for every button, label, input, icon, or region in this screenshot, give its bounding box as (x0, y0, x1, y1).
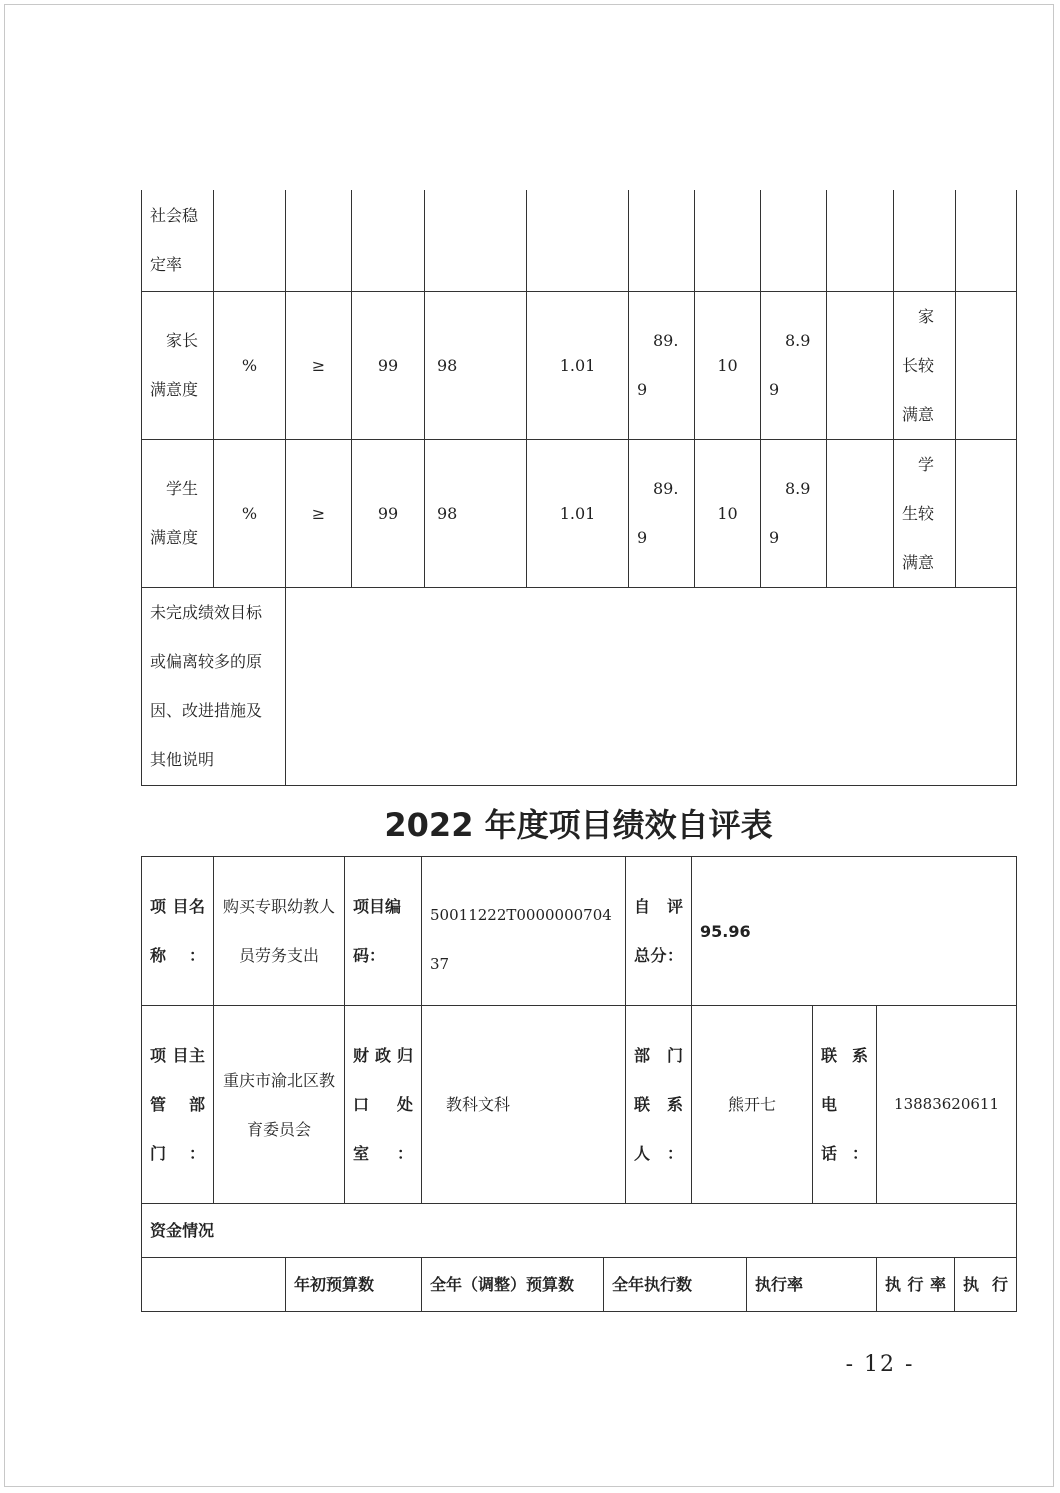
table-row (142, 587, 1017, 785)
funds-col-exec: 执行 (955, 1258, 1017, 1312)
explanation-value (286, 587, 1017, 785)
score-b: 8.99 (761, 291, 827, 439)
phone-label: 联 系电 话： (813, 1006, 877, 1204)
page-number: - 12 - (845, 1352, 915, 1377)
completion-rate: 1.01 (527, 291, 629, 439)
completion-rate: 1.01 (527, 439, 629, 587)
funds-col-executed: 全年执行数 (604, 1258, 747, 1312)
actual-value: 98 (425, 439, 527, 587)
remark: 学生较满意 (894, 439, 956, 587)
actual-value: 98 (425, 291, 527, 439)
finance-value: 教科文科 (422, 1006, 626, 1204)
funds-col-initial-budget: 年初预算数 (286, 1258, 422, 1312)
table-row (142, 857, 1017, 1006)
funds-col-exec-rate: 执行率 (747, 1258, 877, 1312)
explanation-label: 未完成绩效目标或偏离较多的原因、改进措施及其他说明 (142, 587, 286, 785)
contact-label: 部 门联 系人： (626, 1006, 692, 1204)
performance-indicator-table (141, 190, 1017, 786)
score-a: 89.9 (629, 439, 695, 587)
weight: 10 (695, 439, 761, 587)
contact-value: 熊开七 (692, 1006, 813, 1204)
project-code-label: 项目编码： (345, 857, 422, 1006)
unit: % (214, 291, 286, 439)
funds-heading: 资金情况 (142, 1204, 1017, 1258)
table-row (142, 1204, 1017, 1258)
target-value: 99 (352, 291, 425, 439)
target-value: 99 (352, 439, 425, 587)
operator: ≥ (286, 291, 352, 439)
indicator-name: 家长满意度 (142, 291, 214, 439)
self-score-label: 自 评总分： (626, 857, 692, 1006)
project-evaluation-table (141, 856, 1017, 1312)
table-row (142, 291, 1017, 439)
page-title: 2022 年度项目绩效自评表 (384, 806, 773, 844)
project-name-value: 购买专职幼教人员劳务支出 (214, 857, 345, 1006)
self-score-value: 95.96 (692, 857, 1017, 1006)
operator: ≥ (286, 439, 352, 587)
funds-col-adjusted-budget: 全年（调整）预算数 (422, 1258, 604, 1312)
score-a: 89.9 (629, 291, 695, 439)
weight: 10 (695, 291, 761, 439)
dept-value: 重庆市渝北区教育委员会 (214, 1006, 345, 1204)
finance-label: 财政归口 处室： (345, 1006, 422, 1204)
score-b: 8.99 (761, 439, 827, 587)
funds-col-0 (142, 1258, 286, 1312)
phone-value: 13883620611 (877, 1006, 1017, 1204)
table-row (142, 1006, 1017, 1204)
project-code-value: 50011222T000000070437 (422, 857, 626, 1006)
indicator-name: 学生满意度 (142, 439, 214, 587)
funds-col-exec-rate-2: 执行率 (877, 1258, 955, 1312)
table-row (142, 1258, 1017, 1312)
dept-label: 项 目主 管部门： (142, 1006, 214, 1204)
remark: 家长较满意 (894, 291, 956, 439)
project-name-label: 项 目名称： (142, 857, 214, 1006)
unit: % (214, 439, 286, 587)
table-row (142, 190, 1017, 291)
indicator-name: 社会稳定率 (142, 190, 214, 291)
table-row (142, 439, 1017, 587)
